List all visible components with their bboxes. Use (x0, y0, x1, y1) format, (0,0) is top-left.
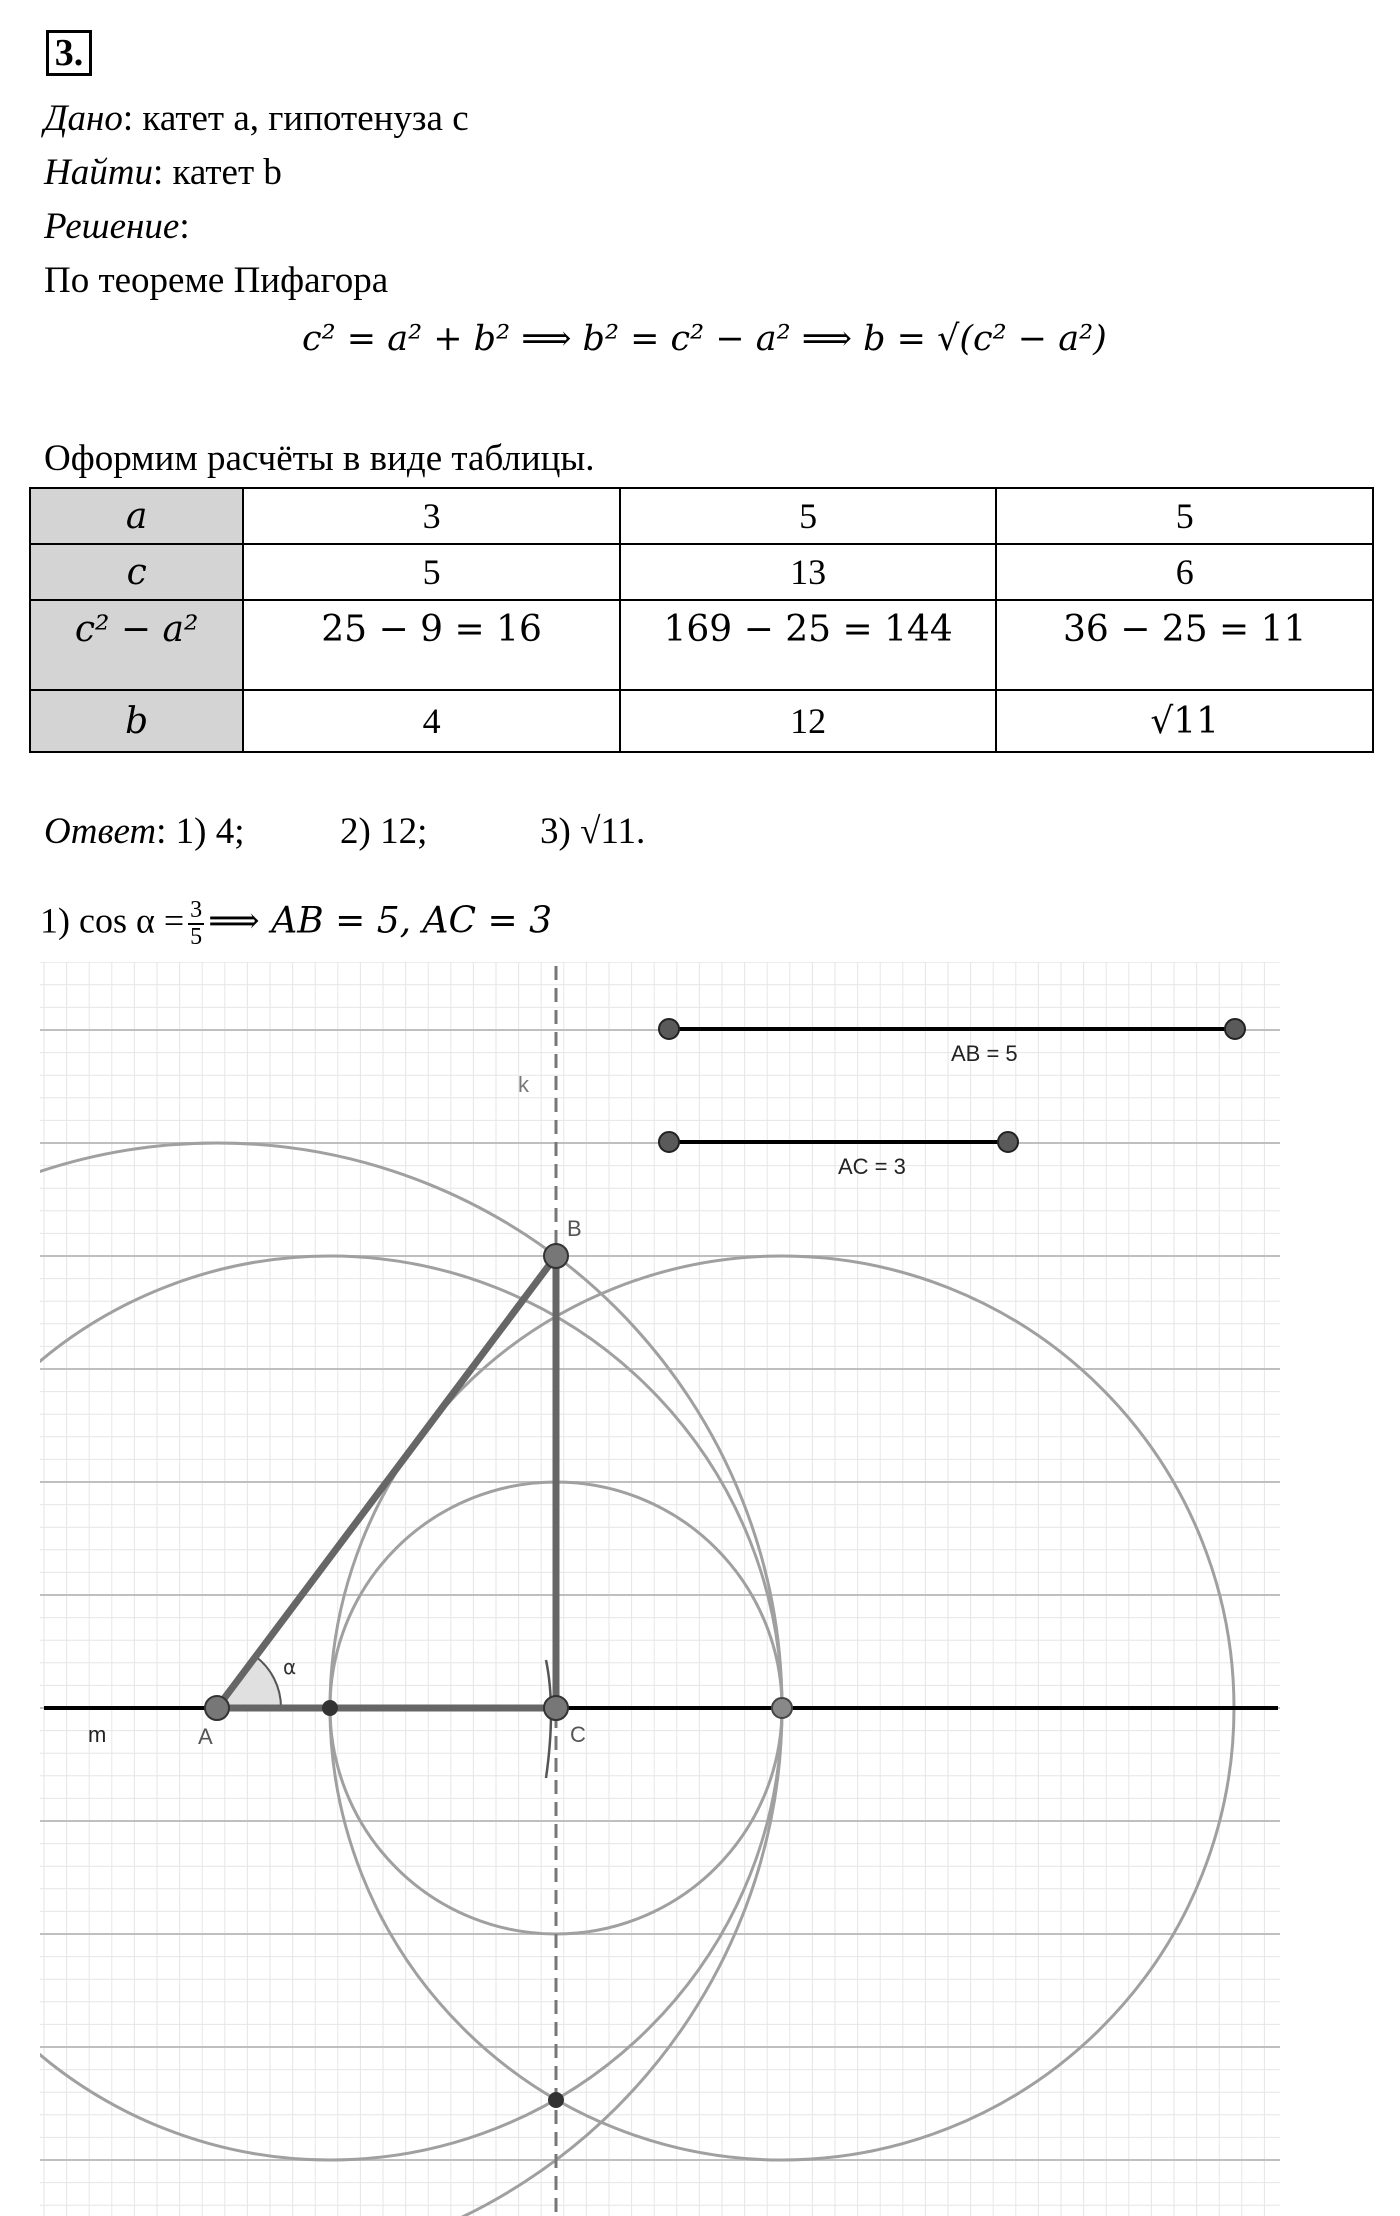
table-cell: 12 (620, 690, 997, 752)
row-header-b: b (30, 690, 243, 752)
point-a (205, 1696, 229, 1720)
table-cell: 5 (620, 488, 997, 544)
table-cell: 4 (243, 690, 620, 752)
label-k: k (518, 1072, 529, 1097)
table-cell: 169 − 25 = 144 (620, 600, 997, 690)
construction-prefix: 1) cos α = (40, 900, 185, 941)
label-ab: AB = 5 (951, 1041, 1018, 1066)
table-intro: Оформим расчёты в виде таблицы. (44, 438, 595, 479)
answer-part-2: 2) 12; (340, 811, 428, 852)
given-label: Дано (44, 98, 123, 139)
table-cell: 5 (243, 544, 620, 600)
grid (0, 917, 1287, 2216)
point-segment-ab-start (659, 1019, 679, 1039)
answer-part-3: 3) √11. (540, 811, 646, 852)
task-number: 3. (46, 30, 92, 76)
table-cell: 13 (620, 544, 997, 600)
row-header-c2-a2: c² − a² (30, 600, 243, 690)
circle-radius-ab-center-a (0, 1143, 782, 2216)
answer-part-1: : 1) 4; (156, 811, 245, 852)
point-c (544, 1696, 568, 1720)
construction-suffix: ⟹ AB = 5, AC = 3 (208, 900, 552, 942)
point-segment-ab-end (1225, 1019, 1245, 1039)
label-c: C (570, 1722, 586, 1747)
solution-label: Решение (44, 206, 180, 247)
answer-label: Ответ (44, 811, 157, 852)
fraction-denominator: 5 (190, 924, 203, 951)
label-ac: AC = 3 (838, 1154, 906, 1179)
row-header-c: c (30, 544, 243, 600)
point-b (544, 1244, 568, 1268)
table-cell: 6 (996, 544, 1373, 600)
solution-text: : (179, 206, 190, 247)
pythagoras-formula: c² = a² + b² ⟹ b² = c² − a² ⟹ b = √(c² − a²) (302, 319, 1107, 359)
row-header-a: a (30, 488, 243, 544)
label-b: B (567, 1216, 582, 1241)
find-label: Найти (44, 152, 153, 193)
point-segment-ac-end (998, 1132, 1018, 1152)
label-a: A (198, 1724, 213, 1749)
table-cell: 3 (243, 488, 620, 544)
table-cell: 5 (996, 488, 1373, 544)
point-intersection-right (772, 1698, 792, 1718)
given-text: : катет a, гипотенуза c (122, 98, 469, 139)
fraction-numerator: 3 (188, 898, 204, 925)
table-cell: √11 (996, 690, 1373, 752)
table-cell: 25 − 9 = 16 (243, 600, 620, 690)
label-alpha: α (283, 1655, 297, 1679)
table-cell: 36 − 25 = 11 (996, 600, 1373, 690)
point-segment-ac-start (659, 1132, 679, 1152)
construction-circles (0, 1143, 1234, 2216)
point-intersection-bottom (548, 2092, 564, 2108)
label-m: m (88, 1722, 107, 1747)
theorem-text: По теореме Пифагора (44, 260, 389, 301)
point-intersection-left (322, 1700, 338, 1716)
find-text: : катет b (152, 152, 282, 193)
